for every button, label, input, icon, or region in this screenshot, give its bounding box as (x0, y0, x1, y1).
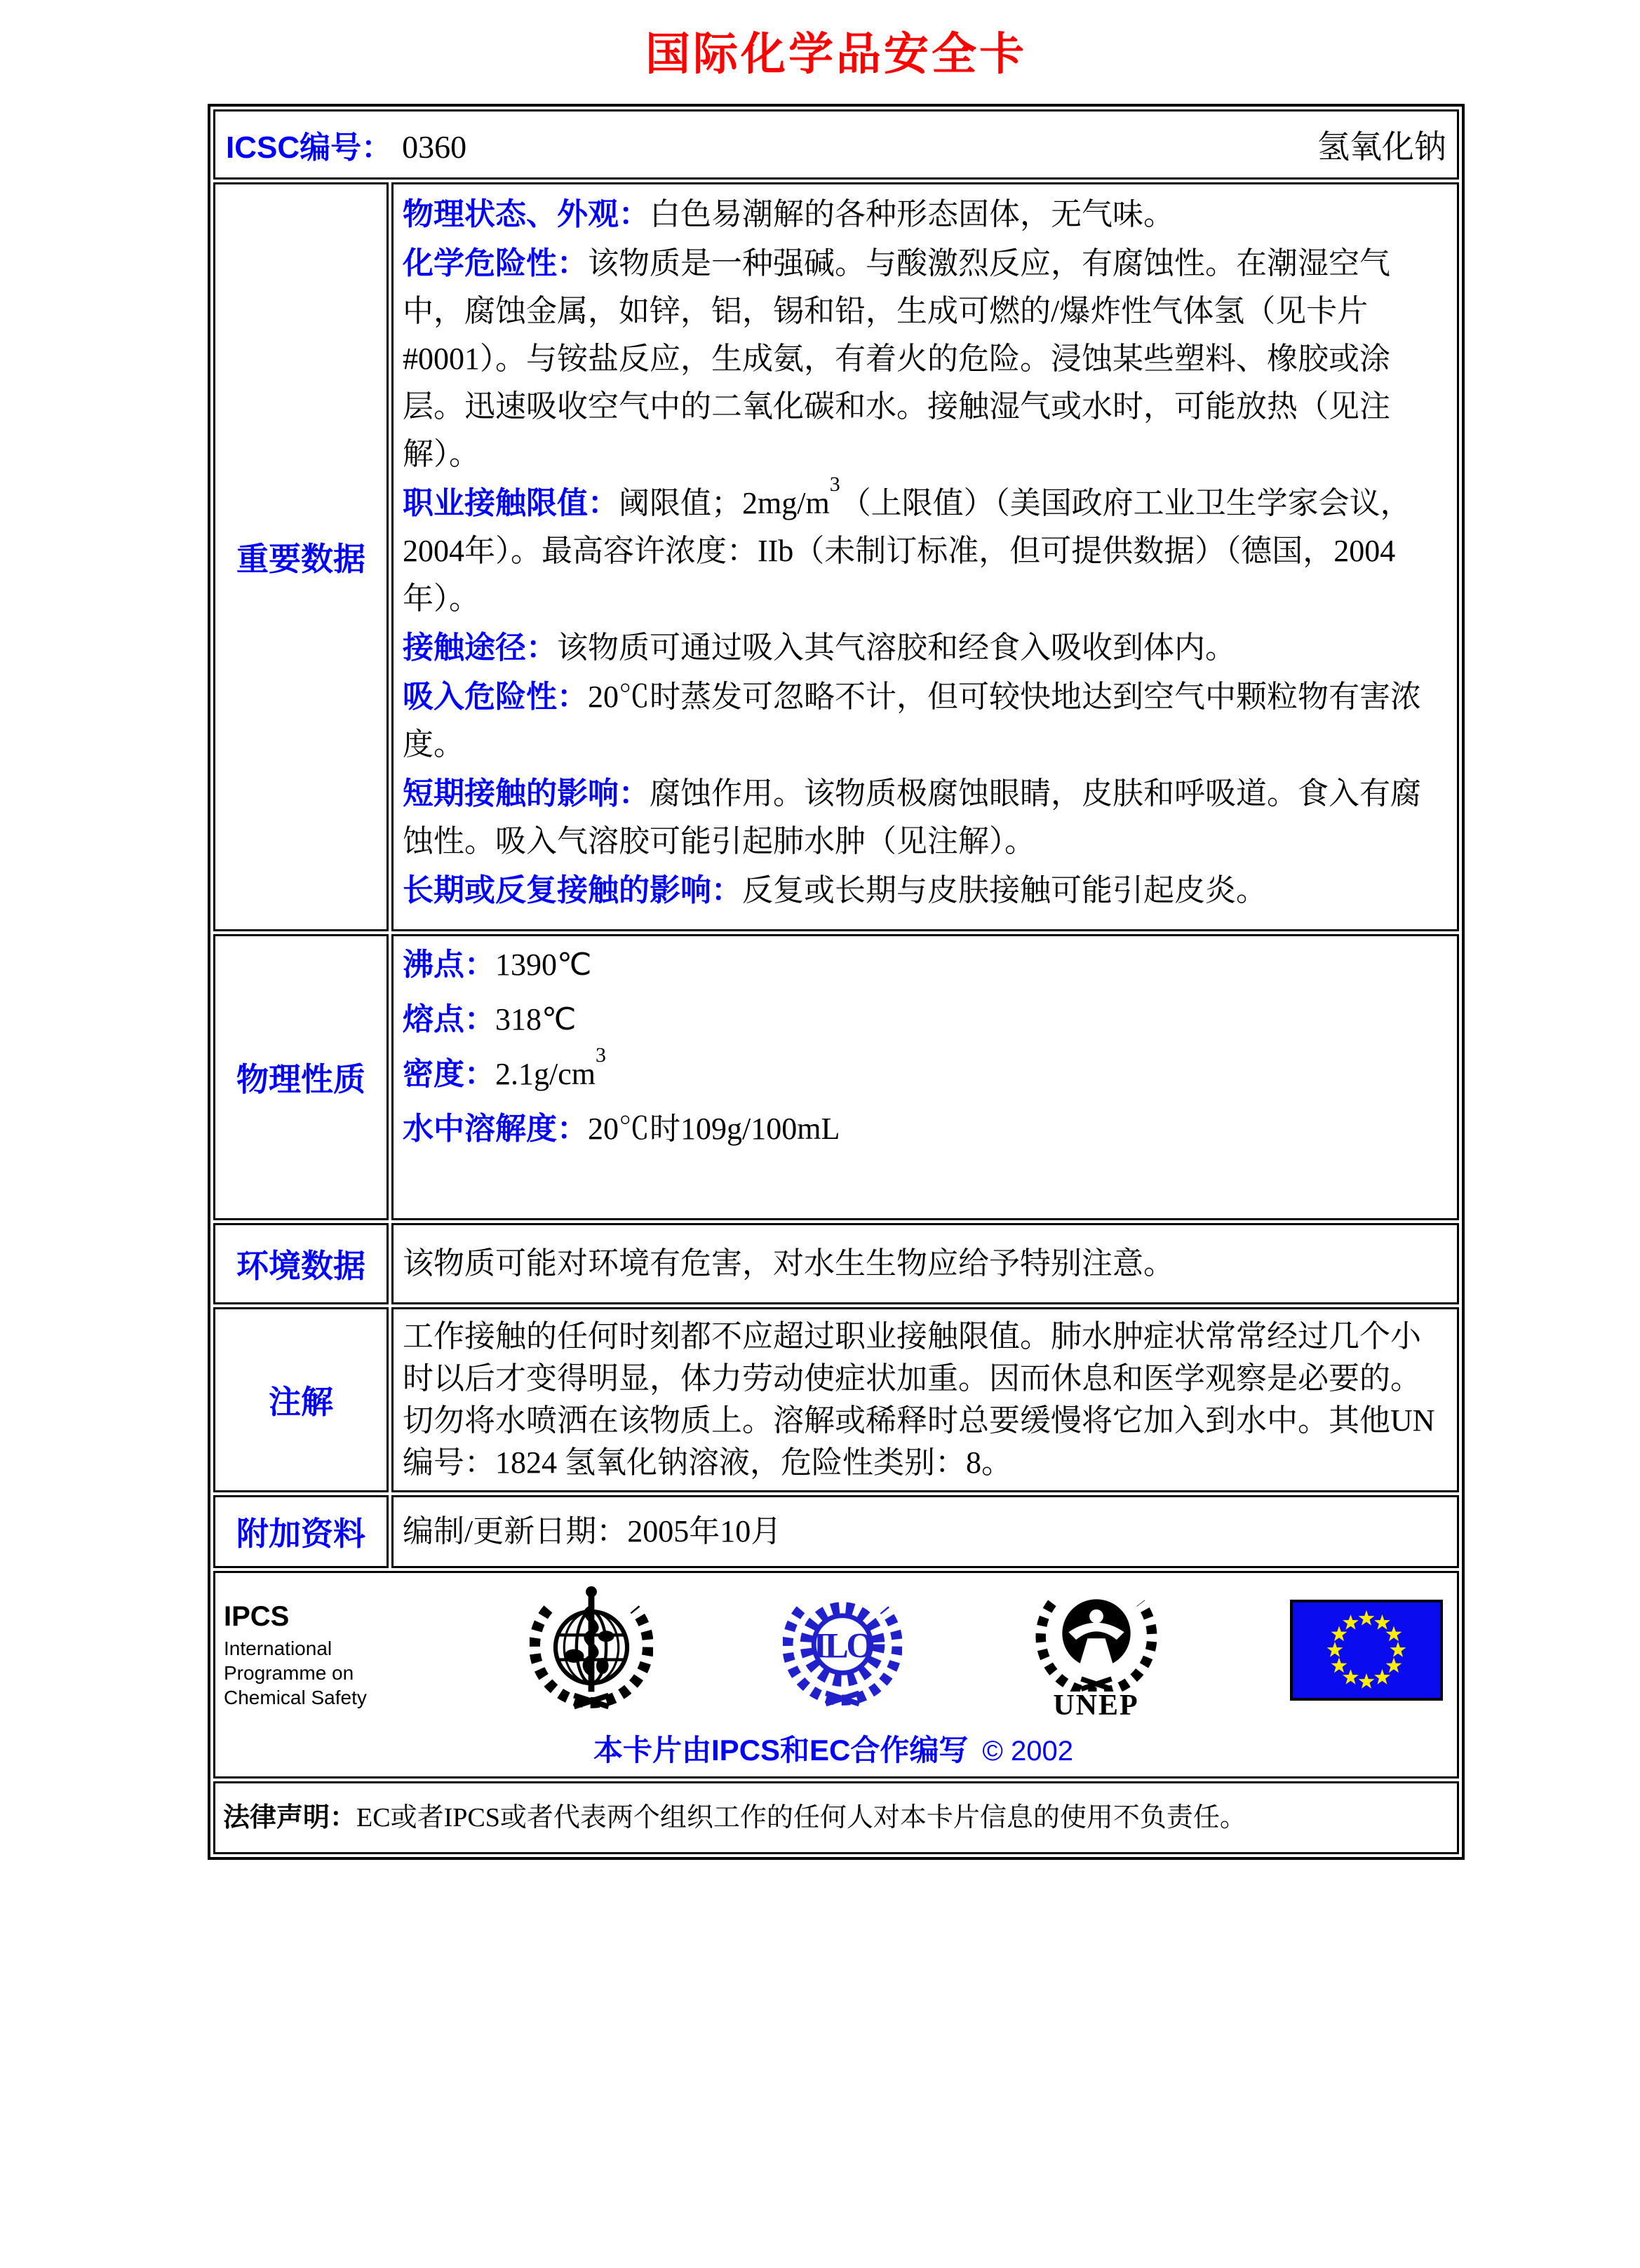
icsc-number-value: 0360 (402, 129, 467, 165)
additional-info-row (213, 1495, 1459, 1568)
labeled-block: 化学危险性：该物质是一种强碱。与酸激烈反应，有腐蚀性。在潮湿空气中，腐蚀金属，如锌，铝，锡和铅，生成可燃的/爆炸性气体氢（见卡片#0001）。与铵盐反应，生成氨，有着火的危险。浸蚀某些塑料、橡胶或涂层。迅速吸收空气中的二氧化碳和水。接触湿气或水时，可能放热（见注解）。 (403, 246, 1390, 471)
labeled-block: 熔点：318℃ (403, 1002, 577, 1037)
physical-properties-content (394, 937, 1456, 1217)
ilo-logo (783, 1583, 902, 1710)
section-label-additional-info: 附加资料 (236, 1516, 365, 1552)
section-label-environmental-data: 环境数据 (236, 1248, 365, 1284)
labeled-block: 物理状态、外观：白色易潮解的各种形态固体，无气味。 (403, 197, 1174, 231)
eu-flag (1290, 1600, 1443, 1701)
legal-row (213, 1781, 1459, 1854)
section-label-physical-properties: 物理性质 (236, 1061, 365, 1098)
environmental-data-content: 该物质可能对环境有危害，对水生生物应给予特别注意。 (403, 1246, 1174, 1281)
icsc-number-label: ICSC编号： (226, 130, 393, 165)
labeled-block: 吸入危险性：20℃时蒸发可忽略不计，但可较快地达到空气中颗粒物有害浓度。 (403, 680, 1421, 762)
logos-row (213, 1571, 1459, 1778)
labeled-block: 职业接触限值：阈限值；$2mg/m^3$（上限值）（美国政府工业卫生学家会议，2004年）。最高容许浓度：IIb（未制订标准，但可提供数据）（德国，2004年）。 (403, 472, 1411, 616)
ipcs-title: IPCS (224, 1601, 290, 1632)
who-logo (530, 1583, 653, 1712)
labeled-block: 沸点：1390℃ (403, 947, 592, 982)
legal-notice (216, 1784, 1456, 1851)
unep-label: UNEP (1053, 1689, 1139, 1722)
labeled-block: 水中溶解度：20℃时109g/100mL (403, 1112, 840, 1146)
ipcs-logo-block (224, 1583, 399, 1710)
icsc-number (226, 122, 466, 167)
unep-logo-block (1033, 1583, 1160, 1720)
notes-content: 工作接触的任何时刻都不应超过职业接触限值。肺水肿症状常常经过几个小时以后才变得明显，体力劳动使症状加重。因而休息和医学观察是必要的。切勿将水喷洒在该物质上。溶解或稀释时总要缓慢将它加入到水中。其他UN编号：1824 氢氧化钠溶液，危险性类别：8。 (403, 1319, 1435, 1480)
credit-text: 本卡片由IPCS和EC合作编写 (593, 1734, 969, 1767)
icsc-card-table (208, 104, 1465, 1860)
unep-logo (1033, 1583, 1160, 1692)
copyright-text: © 2002 (982, 1736, 1073, 1767)
section-label-notes: 注解 (269, 1384, 333, 1420)
physical-properties-row (213, 934, 1459, 1220)
labeled-block: 密度：$2.1g/cm^3$ (403, 1043, 606, 1091)
substance-name: 氢氧化钠 (1317, 129, 1446, 165)
legal-text: EC或者IPCS或者代表两个组织工作的任何人对本卡片信息的使用不负责任。 (356, 1803, 1246, 1832)
header-row (213, 109, 1459, 180)
important-data-row (213, 182, 1459, 931)
svg-text:ILO: ILO (813, 1626, 872, 1666)
labeled-block: 短期接触的影响：腐蚀作用。该物质极腐蚀眼睛，皮肤和呼吸道。食入有腐蚀性。吸入气溶胶可能引起肺水肿（见注解）。 (403, 776, 1421, 858)
additional-info-content: 编制/更新日期：2005年10月 (403, 1514, 782, 1548)
labeled-block: 接触途径：该物质可通过吸入其气溶胶和经食入吸收到体内。 (403, 630, 1236, 665)
credit-line (224, 1727, 1443, 1769)
labeled-block: 长期或反复接触的影响：反复或长期与皮肤接触可能引起皮炎。 (403, 873, 1267, 907)
important-data-content (394, 185, 1456, 929)
environmental-data-row (213, 1223, 1459, 1304)
icsc-document (0, 18, 1640, 2268)
page-title: 国际化学品安全卡 (645, 29, 1027, 79)
notes-row (213, 1307, 1459, 1492)
legal-label: 法律声明： (223, 1803, 357, 1832)
ipcs-subtitle: International Programme on Chemical Safety (224, 1638, 367, 1708)
section-label-important-data: 重要数据 (236, 541, 365, 577)
